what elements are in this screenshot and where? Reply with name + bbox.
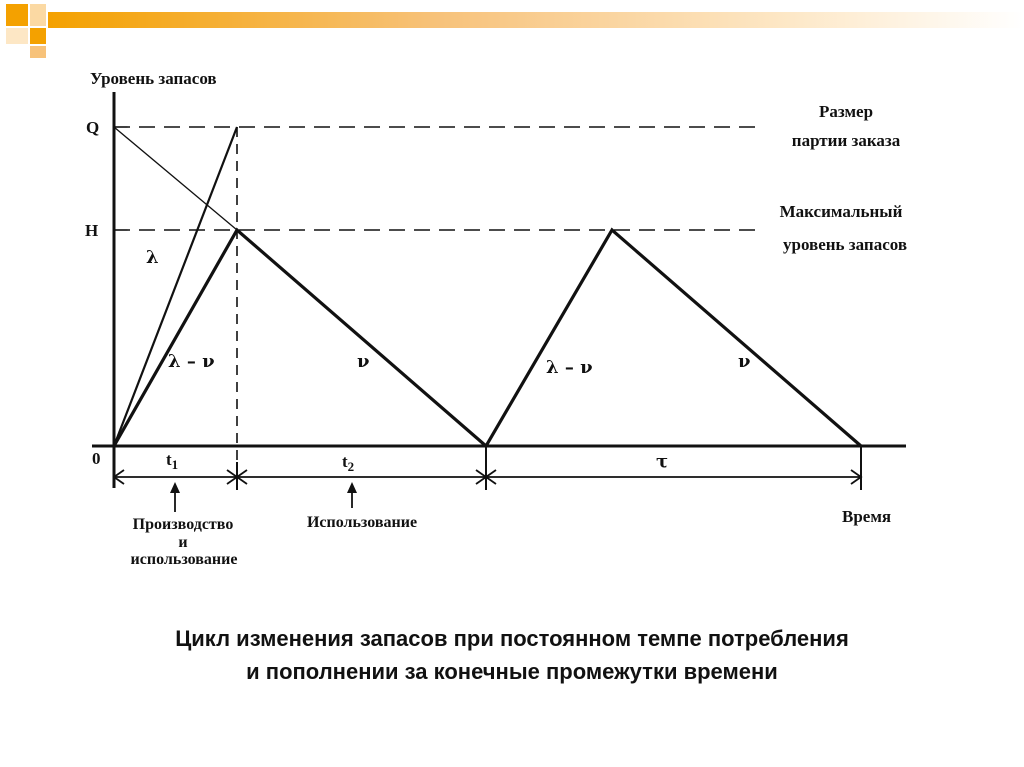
inventory-level-line bbox=[114, 230, 861, 446]
production-label-line1: Производство bbox=[132, 516, 234, 533]
usage-label: Использование bbox=[306, 514, 418, 531]
interval-t1-label: $t_1$ bbox=[166, 450, 179, 472]
slope-nu-2: ν bbox=[738, 351, 751, 372]
interval-tau-label: τ bbox=[656, 451, 669, 472]
y-tick-zero: 0 bbox=[92, 449, 101, 468]
production-label-line2: и bbox=[178, 534, 188, 551]
slope-lambda-minus-nu-1: λ – ν bbox=[168, 351, 215, 372]
order-size-label-line2: партии заказа bbox=[791, 131, 901, 150]
slide-caption bbox=[0, 622, 1024, 688]
x-axis-label: Время bbox=[842, 507, 892, 526]
y-tick-q: Q bbox=[86, 118, 100, 137]
interval-t2-label: $t_2$ bbox=[342, 452, 355, 474]
max-level-label-line2: уровень запасов bbox=[783, 235, 907, 254]
max-level-label-line1: Максимальный bbox=[779, 202, 903, 221]
q-decline-line bbox=[114, 127, 237, 230]
slope-lambda: λ bbox=[146, 247, 159, 268]
production-pointer-head bbox=[170, 482, 180, 493]
usage-pointer-head bbox=[347, 482, 357, 493]
slope-nu-1: ν bbox=[357, 351, 370, 372]
production-label-line3: использование bbox=[130, 551, 238, 568]
lambda-line bbox=[114, 127, 237, 446]
caption-line-2: и пополнении за конечные промежутки времени bbox=[246, 659, 778, 684]
order-size-label-line1: Размер bbox=[818, 102, 874, 121]
y-axis-label: Уровень запасов bbox=[90, 69, 217, 88]
y-tick-h: H bbox=[85, 221, 99, 240]
caption-line-1: Цикл изменения запасов при постоянном темпе потребления bbox=[175, 626, 849, 651]
slope-lambda-minus-nu-2: λ – ν bbox=[546, 357, 593, 378]
